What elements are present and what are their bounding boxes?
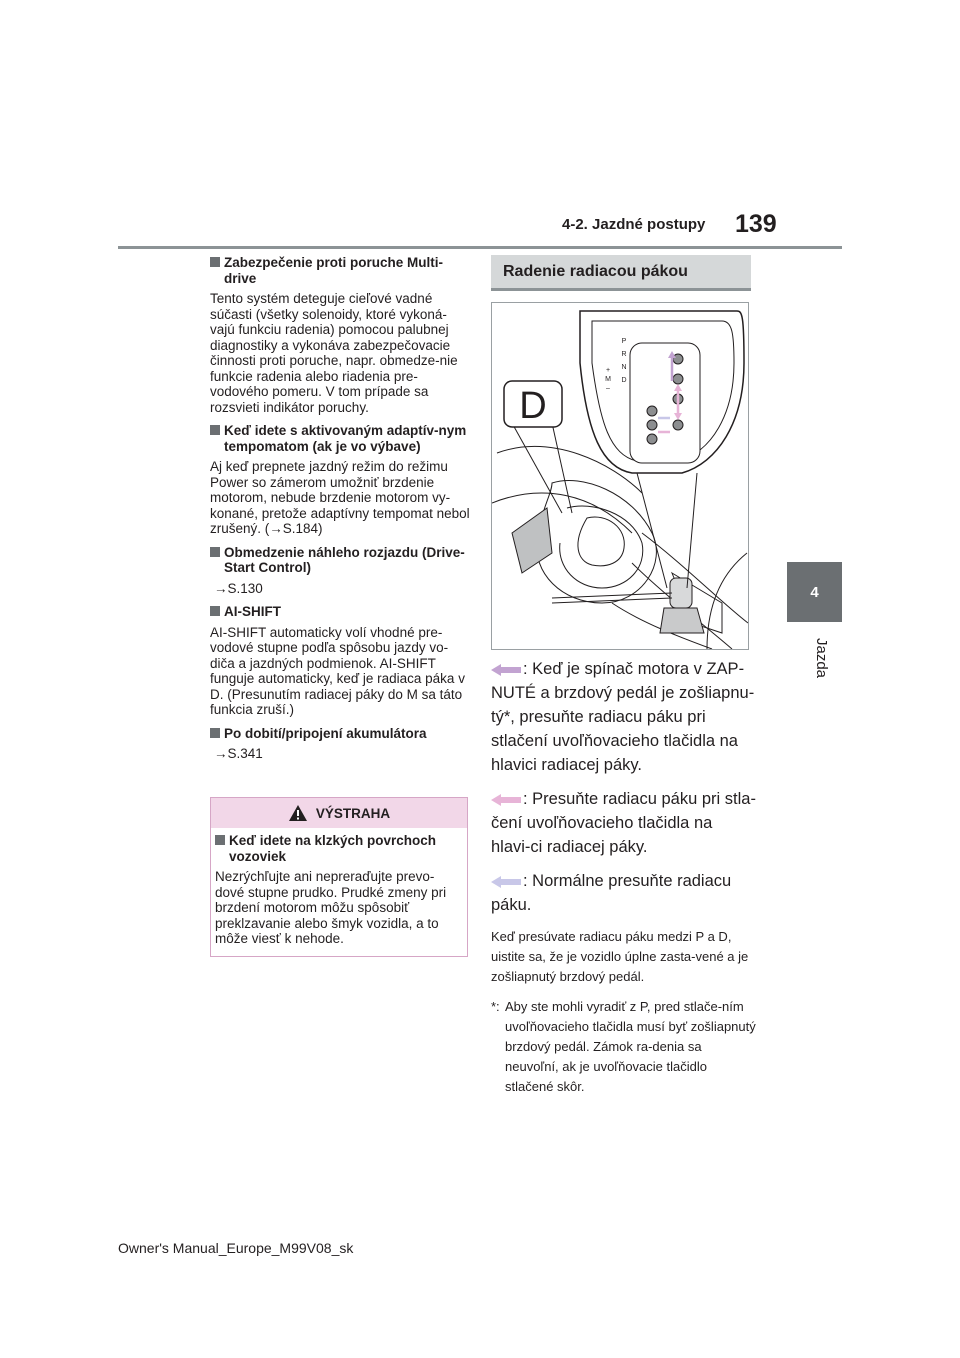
section-battery <box>210 726 470 762</box>
square-bullet-icon <box>210 257 220 267</box>
instruction-item: : Presuňte radiacu páku pri stla-čení uvoľňovacieho tlačidla na hlavi-ci radiacej páky. <box>491 790 756 856</box>
section-body: Tento systém deteguje cieľové vadné súčasti (všetky solenoidy, ktoré vykoná-vajú funkciu radenia) pomocou palubnej diagnostiky a vykonáva zabezpečovacie činnosti proti poruche, napr. obmedze-nie funkcie radenia alebo riadenia pre-vodového pomeru. V tom prípade sa rozsvieti indikátor poruchy. <box>210 291 458 415</box>
gate-letter-m: M <box>605 376 611 383</box>
gate-letter-r: R <box>621 351 627 358</box>
square-bullet-icon <box>210 606 220 616</box>
section-heading: Zabezpečenie proti poruche Multi-drive <box>210 255 470 286</box>
square-bullet-icon <box>210 728 220 738</box>
section-heading: Obmedzenie náhleho rozjazdu (Drive-Start Control) <box>210 545 470 576</box>
section-body: AI-SHIFT automaticky volí vhodné pre-vodové stupne podľa spôsobu jazdy vo-diča a jazdných podmienok. AI-SHIFT funguje automaticky, keď je radiaca páka v D. (Presunutím radiacej páky do M sa táto funkcia zruší.) <box>210 624 465 717</box>
warning-text: Nezrýchľujte ani nepreraďujte prevo-dové stupne prudko. Prudké zmeny pri brzdení motorom môžu spôsobiť preklzavanie alebo šmyk vozidla, a to môže viesť k nehode. <box>215 869 447 946</box>
chapter-tab: 4 <box>787 562 842 622</box>
right-column <box>491 255 751 291</box>
warning-triangle-icon <box>288 804 308 822</box>
arrow-left-icon <box>491 794 521 806</box>
page-number: 139 <box>735 210 777 238</box>
chapter-label: Jazda <box>813 637 830 679</box>
footnote-mark: *: <box>491 999 500 1014</box>
gate-plus: + <box>605 367 611 374</box>
warning-header: VÝSTRAHA <box>211 798 467 828</box>
section-heading: Keď idete s aktivovaným adaptív-nym tempomatom (ak je vo výbave) <box>210 423 470 454</box>
arrow-left-icon <box>491 664 521 676</box>
section-multidrive <box>210 255 470 415</box>
square-bullet-icon <box>210 547 220 557</box>
section-acc <box>210 423 470 537</box>
instructions <box>491 657 756 1097</box>
instruction-item: : Normálne presuňte radiacu páku. <box>491 872 732 914</box>
footer-text: Owner's Manual_Europe_M99V08_sk <box>118 1240 354 1256</box>
warning-content <box>211 828 467 947</box>
shift-lever-illustration <box>491 302 749 650</box>
arrow-left-icon <box>491 876 521 888</box>
left-column <box>210 255 470 770</box>
shift-diagram <box>492 303 748 649</box>
gate-letter-n: N <box>621 364 627 371</box>
section-title: 4-2. Jazdné postupy <box>562 216 706 233</box>
footnote-text: Aby ste mohli vyradiť z P, pred stlače-ním uvoľňovacieho tlačidla musí byť zošliapnutý brzdový pedál. Zámok ra-denia sa neuvoľní, ak je uvoľňovacie tlačidlo stlačené skôr. <box>505 999 756 1094</box>
d-label: D <box>519 385 547 427</box>
instruction-item: : Keď je spínač motora v ZAP-NUTÉ a brzdový pedál je zošliapnu-tý*, presuňte radiacu páku pri stlačení uvoľňovacieho tlačidla na hlavici radiacej páky. <box>491 660 755 774</box>
section-heading: Po dobití/pripojení akumulátora <box>210 726 470 742</box>
warning-box <box>210 797 468 957</box>
header-rule <box>118 246 842 249</box>
page-reference: →S.341 <box>214 746 263 761</box>
square-bullet-icon <box>215 835 225 845</box>
gate-minus: – <box>606 385 610 392</box>
section-heading: AI-SHIFT <box>210 604 470 620</box>
footnote <box>491 997 756 1097</box>
section-body: Aj keď prepnete jazdný režim do režimu Power so zámerom umožniť brzdenie motorom, nebude brzdenie motorom vy-konané, pretože adaptívny tempomat nebol zrušený. (→S.184) <box>210 459 470 536</box>
section-drive-start <box>210 545 470 597</box>
subsection-title: Radenie radiacou pákou <box>491 255 751 291</box>
section-ai-shift <box>210 604 470 718</box>
page-reference: →S.130 <box>214 580 263 596</box>
note-text: Keď presúvate radiacu páku medzi P a D, uistite sa, že je vozidlo úplne zasta-vené a je zošliapnutý brzdový pedál. <box>491 929 749 984</box>
warning-title: Keď idete na klzkých povrchoch vozoviek <box>215 833 463 864</box>
gate-letter-d: D <box>621 377 627 384</box>
square-bullet-icon <box>210 425 220 435</box>
gate-letter-p: P <box>621 338 627 345</box>
